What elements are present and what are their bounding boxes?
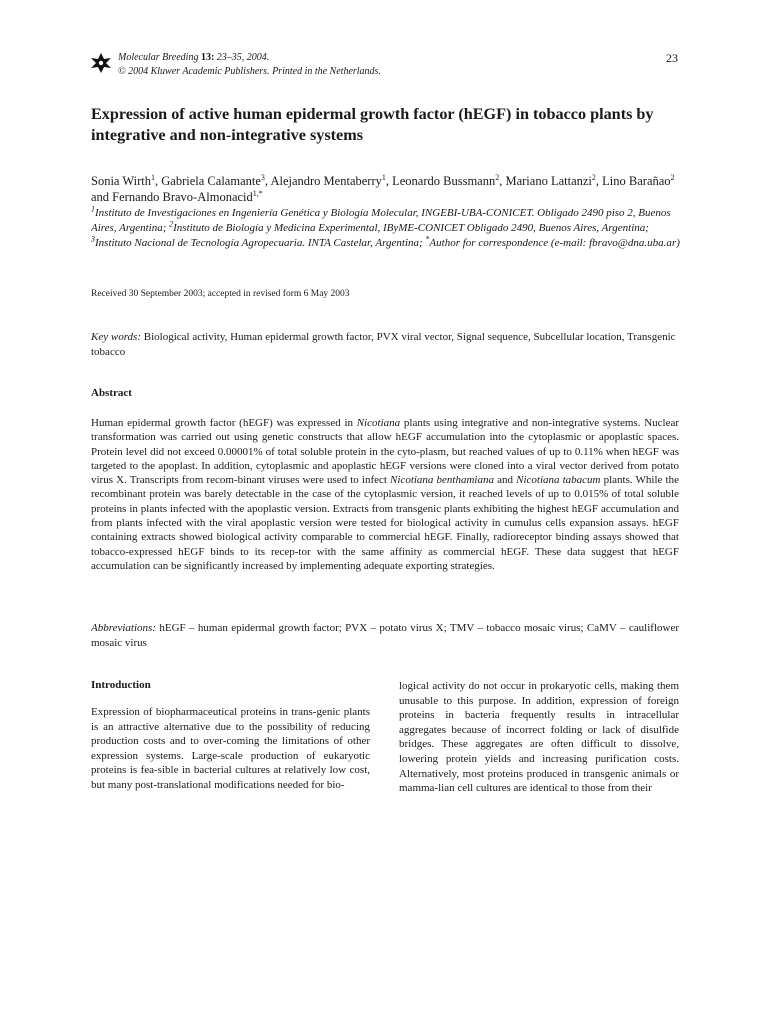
abstract-text: plants. While the recombinant protein was barely detectable in the case of the cytoplasmic version, it reached levels of up to 0.015% of total soluble proteins in plants infected with the apoplastic version. Extracts from transgenic plants exhibiting the highest hEGF accumulation and from plants infected with the viral apoplastic version were tested for biological activity in cumulus cells expansion assays. hEGF containing extracts showed biological activity comparable to commercial hEGF. Finally, radioreceptor binding assays showed that tobacco-expressed hEGF binds to its recep-tor with the same affinity as commercial hEGF. These data suggest that hEGF accumulation can be significantly increased by implementing adequate exporting strategies.: [91, 474, 679, 572]
journal-volume: 13:: [200, 52, 215, 63]
received-dates: Received 30 September 2003; accepted in revised form 6 May 2003: [91, 289, 350, 299]
publisher-logo-icon: [90, 52, 112, 74]
abbreviations-text: hEGF – human epidermal growth factor; PVX – potato virus X; TMV – tobacco mosaic virus; CaMV – cauliflower mosaic virus: [91, 622, 679, 649]
species-name: Nicotiana tabacum: [516, 474, 601, 487]
abbreviations-label: Abbreviations:: [91, 622, 156, 634]
author-affil-mark: 2: [670, 172, 675, 182]
abstract-heading: Abstract: [91, 387, 132, 399]
keywords-label: Key words:: [91, 331, 142, 343]
author-name: , Gabriela Calamante: [155, 174, 261, 188]
page-number: 23: [666, 51, 678, 65]
author-name: , Mariano Lattanzi: [499, 174, 592, 188]
affil-mark: 3: [91, 234, 95, 244]
affil-mark: *: [425, 234, 430, 244]
author-affil-mark: 2: [591, 172, 596, 182]
journal-citation: [118, 51, 381, 79]
abstract-text: and: [494, 474, 517, 487]
affiliation-text: Instituto de Biología y Medicina Experimental, IByME-CONICET Obligado 2490, Buenos Aires, Argentina;: [173, 222, 649, 234]
species-name: Nicotiana: [356, 417, 401, 429]
affil-mark: 1: [91, 204, 95, 214]
author-affil-mark: 3: [260, 172, 265, 182]
affiliations: [91, 206, 681, 251]
journal-pages-year: 23–35, 2004.: [216, 52, 270, 63]
column-right: [399, 679, 679, 796]
keywords: [91, 330, 679, 360]
column-left: [91, 679, 370, 793]
introduction-left-text: Expression of biopharmaceutical proteins in trans-genic plants is an attractive alternative due to the possibility of reducing production costs and to over-coming the limitations of other expression systems. Large-scale production of eukaryotic proteins is fea-sible in bacterial cultures at relatively low cost, but many post-translational modifications needed for bio-: [91, 706, 370, 791]
species-name: Nicotiana benthamiana: [390, 474, 494, 487]
author-affil-mark: 1,*: [252, 188, 263, 198]
author-affil-mark: 2: [495, 172, 500, 182]
copyright-line: © 2004 Kluwer Academic Publishers. Printed in the Netherlands.: [118, 66, 381, 77]
author-list: [91, 173, 681, 205]
author-affil-mark: 1: [151, 172, 156, 182]
introduction-heading: Introduction: [91, 679, 151, 691]
abbreviations: [91, 621, 679, 651]
paper-title: Expression of active human epidermal growth factor (hEGF) in tobacco plants by integrative and non-integrative systems: [91, 105, 654, 144]
affiliation-text: Instituto Nacional de Tecnología Agropecuaria. INTA Castelar, Argentina;: [95, 237, 426, 249]
author-name: and Fernando Bravo-Almonacid: [91, 190, 253, 204]
abstract-body: [91, 416, 679, 573]
author-affil-mark: 1: [381, 172, 386, 182]
author-name: , Leonardo Bussmann: [385, 174, 496, 188]
affil-mark: 2: [169, 219, 174, 229]
author-name: , Alejandro Mentaberry: [264, 174, 382, 188]
keywords-text: Biological activity, Human epidermal growth factor, PVX viral vector, Signal sequence, Subcellular location, Transgenic tobacco: [91, 331, 676, 358]
correspondence-text: Author for correspondence (e-mail: fbravo@dna.uba.ar): [429, 237, 680, 249]
abstract-text: plants using integrative and non-integrative systems. Nuclear transformation was carried out using genetic constructs that allow hEGF accumulation into the cytoplasmic or apoplastic spaces. Protein level did not exceed 0.00001% of total soluble protein in the cyto-plasm, but reached values of up to 0.11% when hEGF was targeted to the apoplast. In addition, cytoplasmic and apoplastic hEGF versions were cloned into a viral vector derived from potato virus X. Transcripts from recom-binant viruses were used to infect: [91, 417, 680, 487]
abstract-text: Human epidermal growth factor (hEGF) was expressed in: [91, 417, 357, 429]
author-name: , Lino Barañao: [595, 174, 671, 188]
journal-name: Molecular Breeding: [118, 52, 199, 63]
introduction-right-text: logical activity do not occur in prokaryotic cells, making them unusable to this purpose. In addition, expression of foreign proteins in bacteria frequently results in intracellular aggregates because of incorrect folding or lack of disulfide bridges. These aggregates are often difficult to dissolve, lowering protein yields and increasing purification costs. Alternatively, most proteins produced in transgenic animals or mamma-lian cell cultures are identical to those from their: [399, 680, 679, 795]
affiliation-text: Instituto de Investigaciones en Ingeniería Genética y Biología Molecular, INGEBI-UBA-CONICET. Obligado 2490 piso 2, Buenos Aires, Argentina;: [91, 207, 671, 234]
author-name: Sonia Wirth: [91, 174, 152, 188]
